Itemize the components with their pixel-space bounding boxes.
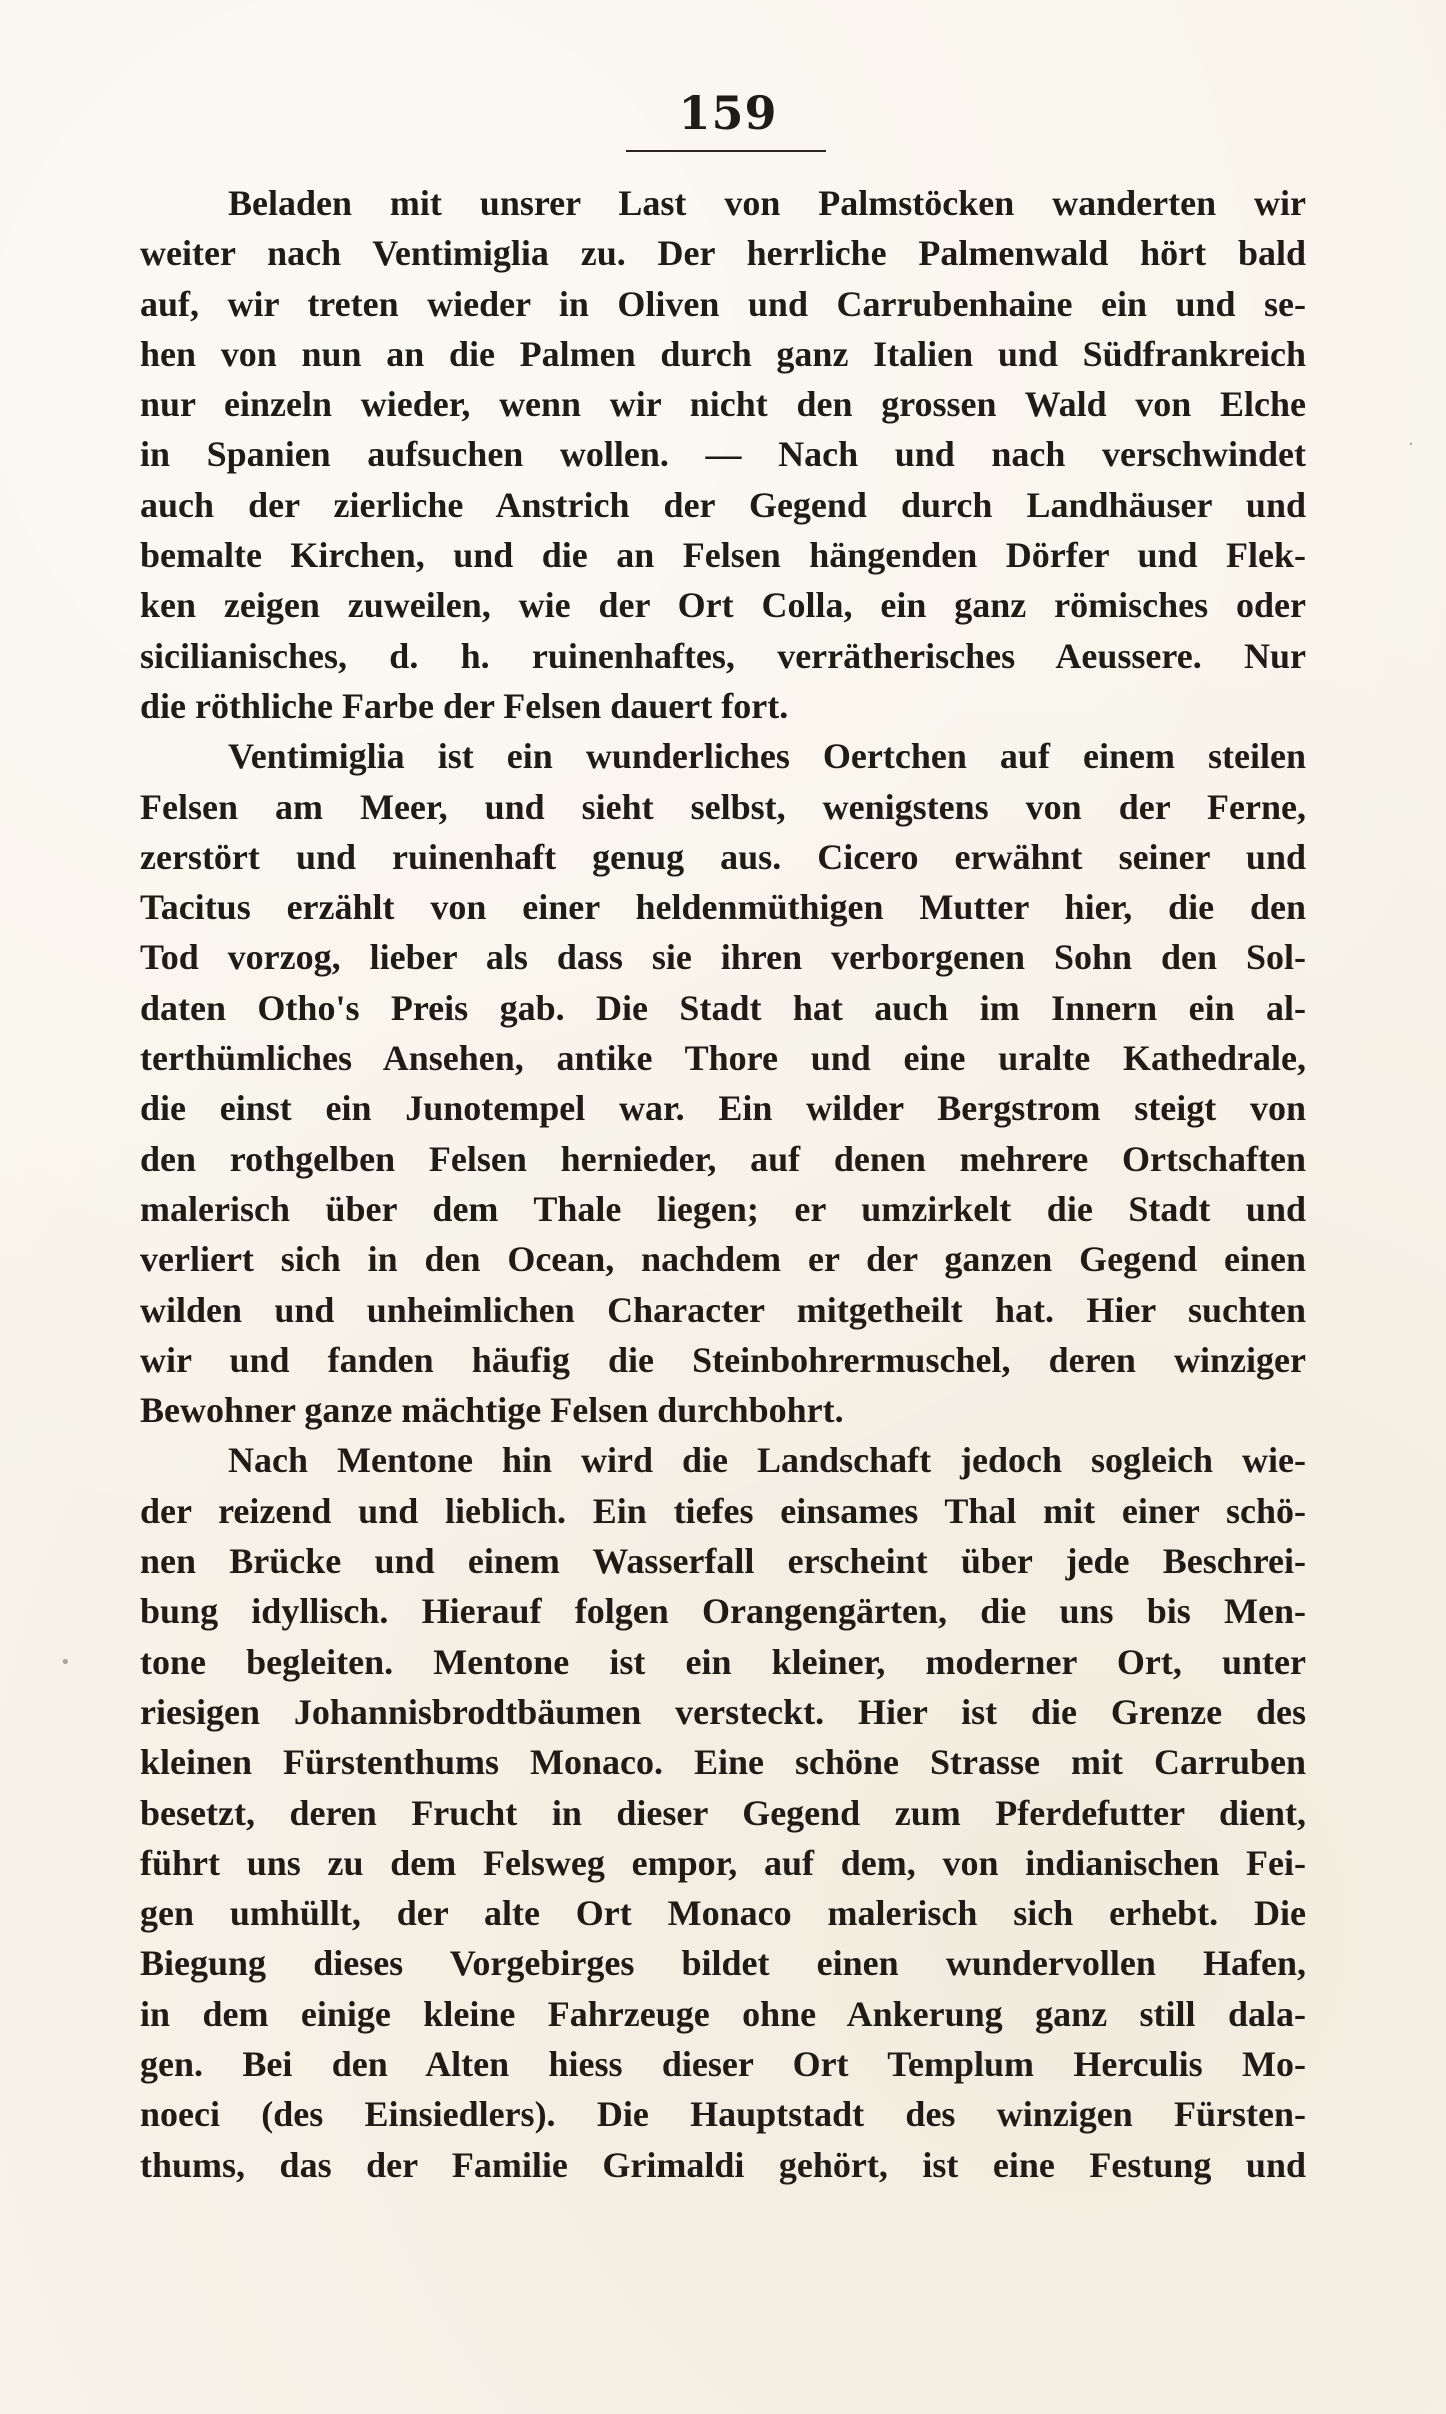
paragraph-2 (140, 731, 1306, 1435)
text-line: malerisch über dem Thale liegen; er umzirkelt die Stadt und (140, 1188, 1306, 1229)
text-line: weiter nach Ventimiglia zu. Der herrliche Palmenwald hört bald (140, 233, 1306, 274)
text-line: den rothgelben Felsen hernieder, auf denen mehrere Ortschaften (140, 1138, 1306, 1179)
text-line: führt uns zu dem Felsweg empor, auf dem, von indianischen Fei- (140, 1842, 1306, 1883)
text-line: bemalte Kirchen, und die an Felsen hängenden Dörfer und Flek- (140, 535, 1306, 576)
text-line: nen Brücke und einem Wasserfall erscheint über jede Beschrei- (140, 1541, 1306, 1582)
text-line: besetzt, deren Frucht in dieser Gegend zum Pferdefutter dient, (140, 1792, 1306, 1833)
text-line: nur einzeln wieder, wenn wir nicht den grossen Wald von Elche (140, 384, 1306, 425)
text-line: gen umhüllt, der alte Ort Monaco malerisch sich erhebt. Die (140, 1893, 1306, 1934)
text-line: bung idyllisch. Hierauf folgen Orangengärten, die uns bis Men- (140, 1591, 1306, 1632)
text-line: Tod vorzog, lieber als dass sie ihren verborgenen Sohn den Sol- (140, 937, 1306, 978)
header-rule (626, 150, 826, 152)
text-line: Bewohner ganze mächtige Felsen durchbohrt. (140, 1390, 844, 1431)
text-line: Felsen am Meer, und sieht selbst, wenigstens von der Ferne, (140, 786, 1306, 827)
text-line: Beladen mit unsrer Last von Palmstöcken wanderten wir (228, 183, 1306, 223)
text-line: noeci (des Einsiedlers). Die Hauptstadt des winzigen Fürsten- (140, 2094, 1306, 2135)
text-line: ken zeigen zuweilen, wie der Ort Colla, ein ganz römisches oder (140, 585, 1306, 626)
text-line: riesigen Johannisbrodtbäumen versteckt. Hier ist die Grenze des (140, 1691, 1306, 1732)
page-header (628, 86, 828, 140)
text-line: auch der zierliche Anstrich der Gegend durch Landhäuser und (140, 484, 1306, 525)
text-line: tone begleiten. Mentone ist ein kleiner, moderner Ort, unter (140, 1641, 1306, 1682)
text-line: Biegung dieses Vorgebirges bildet einen wundervollen Hafen, (140, 1943, 1306, 1984)
text-line: der reizend und lieblich. Ein tiefes einsames Thal mit einer schö- (140, 1490, 1306, 1531)
text-line: die röthliche Farbe der Felsen dauert fort. (140, 685, 789, 726)
text-line: verliert sich in den Ocean, nachdem er der ganzen Gegend einen (140, 1239, 1306, 1280)
text-line: hen von nun an die Palmen durch ganz Italien und Südfrankreich (140, 333, 1306, 374)
text-line: terthümliches Ansehen, antike Thore und eine uralte Kathedrale, (140, 1038, 1306, 1079)
text-line: Ventimiglia ist ein wunderliches Oertchen auf einem steilen (228, 736, 1306, 777)
text-line: wir und fanden häufig die Steinbohrermuschel, deren winziger (140, 1339, 1306, 1380)
text-line: die einst ein Junotempel war. Ein wilder Bergstrom steigt von (140, 1088, 1306, 1129)
text-line: auf, wir treten wieder in Oliven und Carrubenhaine ein und se- (140, 283, 1306, 324)
text-line: in Spanien aufsuchen wollen. — Nach und nach verschwindet (140, 434, 1306, 475)
margin-speck: · (1408, 434, 1414, 455)
text-line: wilden und unheimlichen Character mitgetheilt hat. Hier suchten (140, 1289, 1306, 1330)
paragraph-3 (140, 1435, 1306, 2189)
body-text (140, 178, 1306, 2190)
text-line: in dem einige kleine Fahrzeuge ohne Ankerung ganz still dala- (140, 1993, 1306, 2034)
text-line: Tacitus erzählt von einer heldenmüthigen Mutter hier, die den (140, 887, 1306, 928)
paragraph-1 (140, 178, 1306, 731)
page-number: 159 (678, 86, 778, 140)
text-line: sicilianisches, d. h. ruinenhaftes, verrätherisches Aeussere. Nur (140, 635, 1306, 676)
text-line: daten Otho's Preis gab. Die Stadt hat auch im Innern ein al- (140, 987, 1306, 1028)
text-line: zerstört und ruinenhaft genug aus. Cicero erwähnt seiner und (140, 836, 1306, 877)
margin-speck: • (60, 1652, 71, 1673)
text-line: Nach Mentone hin wird die Landschaft jedoch sogleich wie- (228, 1440, 1306, 1481)
text-line: gen. Bei den Alten hiess dieser Ort Templum Herculis Mo- (140, 2043, 1306, 2084)
text-line: kleinen Fürstenthums Monaco. Eine schöne Strasse mit Carruben (140, 1742, 1306, 1783)
text-line: thums, das der Familie Grimaldi gehört, ist eine Festung und (140, 2144, 1306, 2185)
